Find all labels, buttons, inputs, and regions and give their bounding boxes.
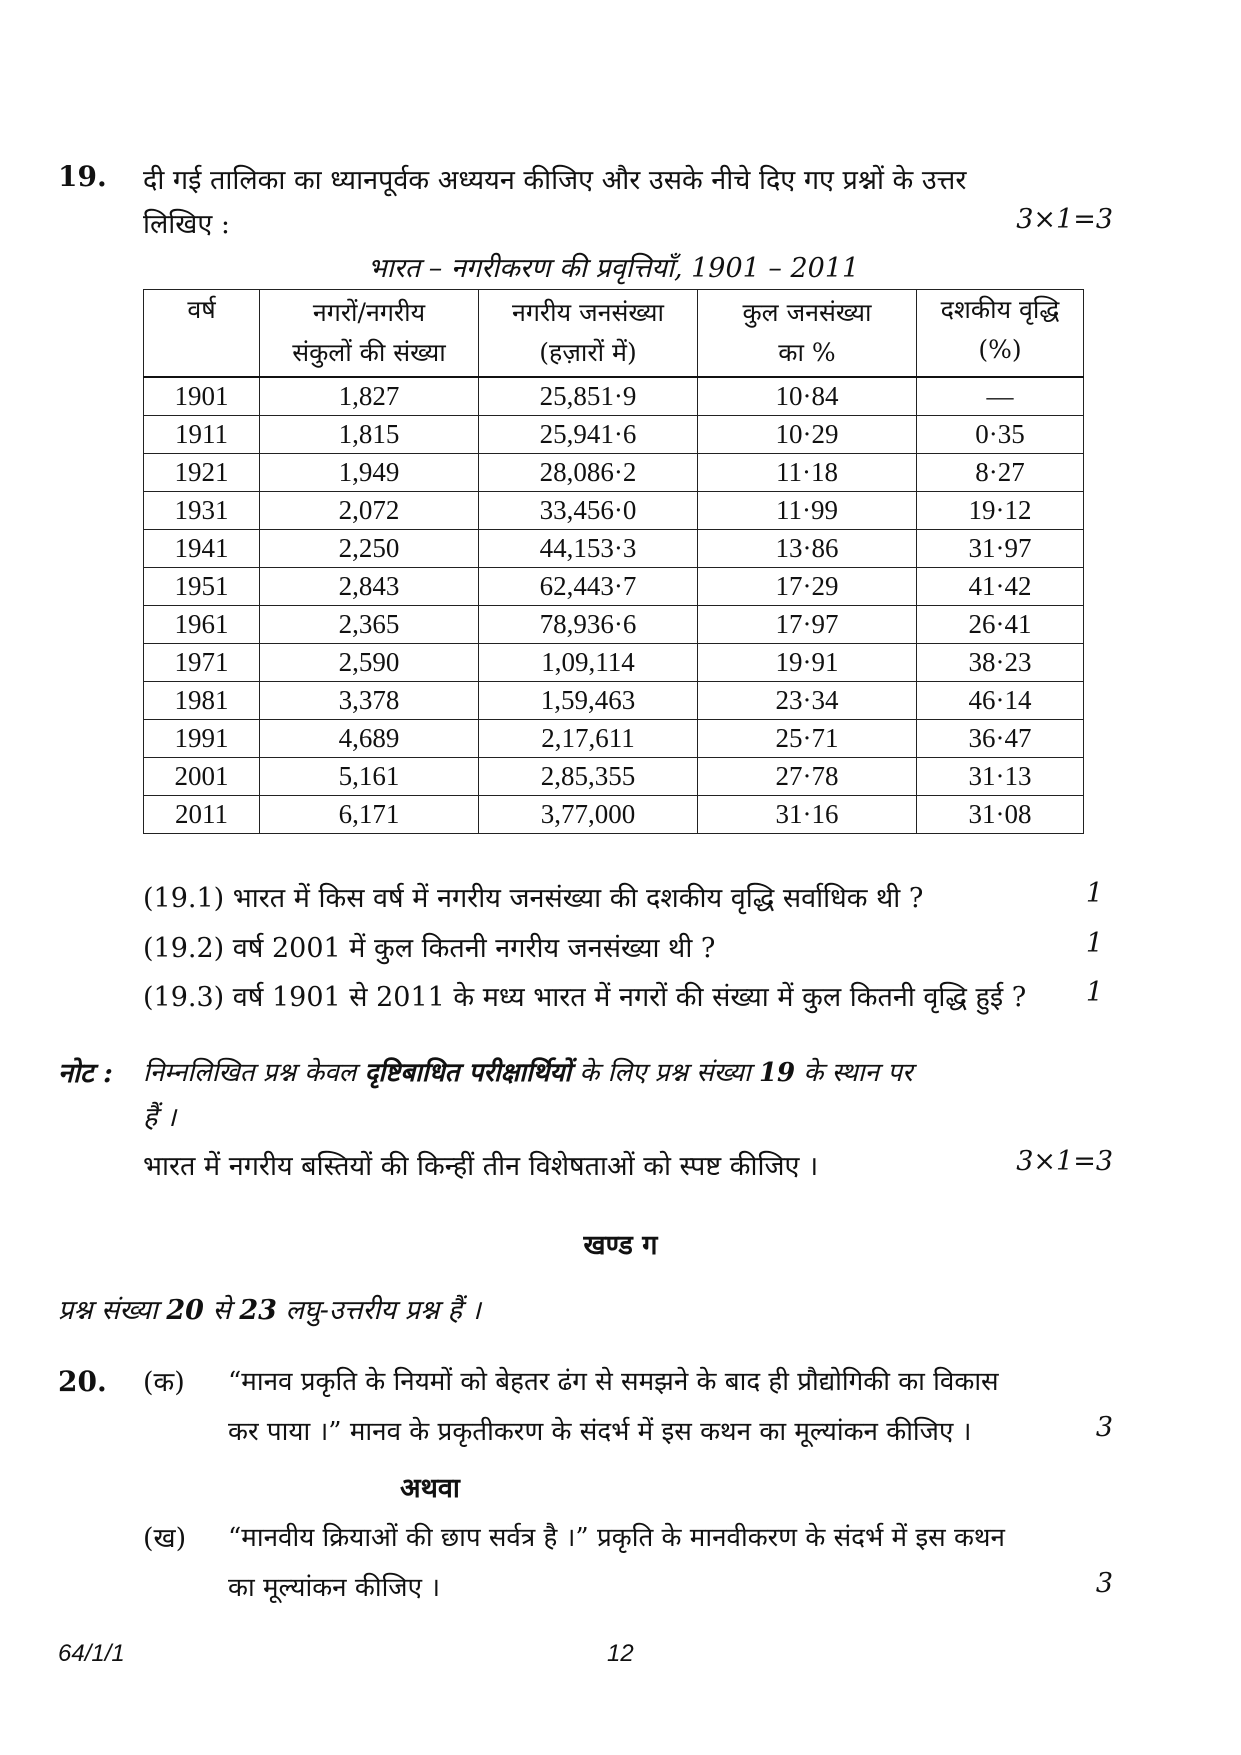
cell-urban-population: 2,85,355 <box>479 758 698 796</box>
question-20b-label: (ख) <box>143 1523 187 1554</box>
cell-percent-total: 10·84 <box>698 377 917 416</box>
column-header-year: वर्ष <box>144 290 260 378</box>
cell-decadal-growth: 31·13 <box>917 758 1084 796</box>
cell-urban-population: 33,456·0 <box>479 492 698 530</box>
subquestion-text: (19.1) भारत में किस वर्ष में नगरीय जनसंख्या की दशकीय वृद्धि सर्वाधिक थी ? <box>143 883 924 914</box>
section-intro-part-a: प्रश्न संख्या <box>58 1295 158 1326</box>
cell-year: 1901 <box>144 377 260 416</box>
subquestion-marks: 1 <box>1085 878 1103 909</box>
table-caption: भारत – नगरीकरण की प्रवृत्तियाँ, 1901 – 2011 <box>367 253 860 284</box>
note-text-line1 <box>143 1053 913 1089</box>
cell-year: 1991 <box>144 720 260 758</box>
cell-urban-population: 25,941·6 <box>479 416 698 454</box>
column-header-towns: नगरों/नगरीय संकुलों की संख्या <box>260 290 479 378</box>
cell-decadal-growth: 0·35 <box>917 416 1084 454</box>
cell-towns: 1,815 <box>260 416 479 454</box>
cell-towns: 2,072 <box>260 492 479 530</box>
section-intro-number-end: 23 <box>239 1295 277 1326</box>
column-header-urban-population: नगरीय जनसंख्या (हज़ारों में) <box>479 290 698 378</box>
or-separator: अथवा <box>400 1473 460 1504</box>
cell-urban-population: 1,09,114 <box>479 644 698 682</box>
subquestion-19-2 <box>143 928 1103 965</box>
cell-year: 2011 <box>144 796 260 834</box>
cell-decadal-growth: 31·08 <box>917 796 1084 834</box>
cell-urban-population: 28,086·2 <box>479 454 698 492</box>
cell-urban-population: 78,936·6 <box>479 606 698 644</box>
question-20b-marks: 3 <box>1095 1568 1113 1599</box>
cell-decadal-growth: 31·97 <box>917 530 1084 568</box>
section-title: खण्ड ग <box>583 1230 658 1261</box>
note-question-number: 19 <box>758 1058 796 1088</box>
cell-towns: 2,250 <box>260 530 479 568</box>
note-question: भारत में नगरीय बस्तियों की किन्हीं तीन विशेषताओं को स्पष्ट कीजिए । <box>143 1151 819 1182</box>
cell-decadal-growth: 36·47 <box>917 720 1084 758</box>
cell-towns: 1,949 <box>260 454 479 492</box>
cell-towns: 5,161 <box>260 758 479 796</box>
note-text-part2: के लिए प्रश्न संख्या <box>579 1058 751 1088</box>
cell-decadal-growth: 46·14 <box>917 682 1084 720</box>
note-text-part1: निम्नलिखित प्रश्न केवल <box>143 1058 357 1088</box>
table-row <box>144 377 1084 416</box>
cell-urban-population: 44,153·3 <box>479 530 698 568</box>
section-intro-number-start: 20 <box>166 1295 204 1326</box>
table-row <box>144 568 1084 606</box>
table-row <box>144 492 1084 530</box>
subquestion-19-3 <box>143 977 1103 1014</box>
cell-urban-population: 1,59,463 <box>479 682 698 720</box>
column-header-percent-total: कुल जनसंख्या का % <box>698 290 917 378</box>
cell-year: 1981 <box>144 682 260 720</box>
cell-towns: 2,843 <box>260 568 479 606</box>
cell-year: 1941 <box>144 530 260 568</box>
question-20a-line1: “मानव प्रकृति के नियमों को बेहतर ढंग से समझने के बाद ही प्रौद्योगिकी का विकास <box>228 1367 999 1397</box>
cell-urban-population: 3,77,000 <box>479 796 698 834</box>
note-text-line2: हैं । <box>143 1102 177 1133</box>
table-row <box>144 758 1084 796</box>
cell-year: 1911 <box>144 416 260 454</box>
cell-decadal-growth: — <box>917 377 1084 416</box>
section-intro-part-b: से <box>212 1295 231 1326</box>
cell-percent-total: 11·18 <box>698 454 917 492</box>
cell-decadal-growth: 41·42 <box>917 568 1084 606</box>
cell-towns: 3,378 <box>260 682 479 720</box>
cell-year: 1951 <box>144 568 260 606</box>
question-number-20: 20. <box>58 1365 107 1398</box>
cell-percent-total: 19·91 <box>698 644 917 682</box>
cell-year: 1921 <box>144 454 260 492</box>
question-19-text-line2: लिखिए : <box>143 209 230 240</box>
table-header-row <box>144 290 1084 378</box>
cell-decadal-growth: 8·27 <box>917 454 1084 492</box>
cell-percent-total: 27·78 <box>698 758 917 796</box>
table-row <box>144 796 1084 834</box>
cell-year: 1931 <box>144 492 260 530</box>
cell-urban-population: 2,17,611 <box>479 720 698 758</box>
section-intro-part-c: लघु-उत्तरीय प्रश्न हैं । <box>285 1295 481 1326</box>
subquestion-text: (19.3) वर्ष 1901 से 2011 के मध्य भारत में नगरों की संख्या में कुल कितनी वृद्धि हुई ? <box>143 982 1027 1013</box>
question-19-text-line1: दी गई तालिका का ध्यानपूर्वक अध्ययन कीजिए और उसके नीचे दिए गए प्रश्नों के उत्तर <box>143 165 967 196</box>
table-row <box>144 416 1084 454</box>
question-20b-line1: “मानवीय क्रियाओं की छाप सर्वत्र है ।” प्रकृति के मानवीकरण के संदर्भ में इस कथन <box>228 1523 1005 1553</box>
cell-percent-total: 17·97 <box>698 606 917 644</box>
table-row <box>144 606 1084 644</box>
cell-towns: 2,590 <box>260 644 479 682</box>
cell-year: 1961 <box>144 606 260 644</box>
column-header-decadal-growth: दशकीय वृद्धि (%) <box>917 290 1084 378</box>
paper-code: 64/1/1 <box>58 1640 125 1667</box>
note-text-part3: के स्थान पर <box>803 1058 913 1088</box>
question-20a-marks: 3 <box>1095 1412 1113 1443</box>
question-number-19: 19. <box>58 160 107 193</box>
cell-percent-total: 11·99 <box>698 492 917 530</box>
cell-towns: 1,827 <box>260 377 479 416</box>
page-number: 12 <box>607 1640 634 1667</box>
cell-year: 2001 <box>144 758 260 796</box>
subquestion-marks: 1 <box>1085 928 1103 959</box>
note-text-bold: दृष्टिबाधित परीक्षार्थियों <box>364 1058 572 1088</box>
cell-percent-total: 31·16 <box>698 796 917 834</box>
cell-percent-total: 17·29 <box>698 568 917 606</box>
cell-percent-total: 23·34 <box>698 682 917 720</box>
table-body <box>144 377 1084 834</box>
cell-percent-total: 13·86 <box>698 530 917 568</box>
table-row <box>144 720 1084 758</box>
cell-towns: 6,171 <box>260 796 479 834</box>
cell-percent-total: 25·71 <box>698 720 917 758</box>
cell-towns: 2,365 <box>260 606 479 644</box>
subquestion-text: (19.2) वर्ष 2001 में कुल कितनी नगरीय जनसंख्या थी ? <box>143 933 716 964</box>
cell-towns: 4,689 <box>260 720 479 758</box>
subquestion-19-1 <box>143 878 1103 915</box>
cell-year: 1971 <box>144 644 260 682</box>
question-19-marks: 3×1=3 <box>1016 204 1113 235</box>
table-row <box>144 682 1084 720</box>
question-20a-line2: कर पाया ।” मानव के प्रकृतीकरण के संदर्भ में इस कथन का मूल्यांकन कीजिए । <box>228 1417 972 1447</box>
section-intro <box>58 1290 481 1327</box>
cell-urban-population: 62,443·7 <box>479 568 698 606</box>
urbanisation-table <box>143 289 1084 834</box>
question-20a-label: (क) <box>143 1367 185 1398</box>
table-row <box>144 644 1084 682</box>
table-row <box>144 454 1084 492</box>
subquestion-marks: 1 <box>1085 977 1103 1008</box>
note-marks: 3×1=3 <box>1016 1146 1113 1177</box>
cell-percent-total: 10·29 <box>698 416 917 454</box>
cell-decadal-growth: 19·12 <box>917 492 1084 530</box>
cell-decadal-growth: 38·23 <box>917 644 1084 682</box>
cell-urban-population: 25,851·9 <box>479 377 698 416</box>
note-label: नोट : <box>58 1058 113 1089</box>
question-20b-line2: का मूल्यांकन कीजिए । <box>228 1573 441 1603</box>
table-row <box>144 530 1084 568</box>
cell-decadal-growth: 26·41 <box>917 606 1084 644</box>
